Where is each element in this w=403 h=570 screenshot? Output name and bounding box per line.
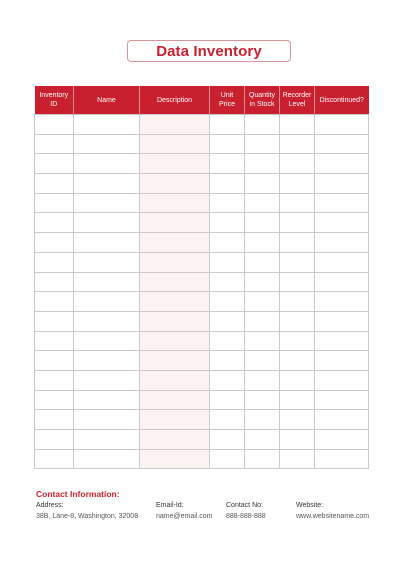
table-cell[interactable] (140, 193, 210, 213)
table-cell[interactable] (74, 430, 140, 450)
header-label: Description (156, 96, 192, 104)
table-cell[interactable] (140, 252, 210, 272)
table-cell[interactable] (245, 174, 280, 194)
table-cell[interactable] (245, 311, 280, 331)
inventory-table (34, 86, 369, 469)
table-cell[interactable] (140, 292, 210, 312)
website-block (296, 502, 369, 520)
table-row (35, 351, 369, 371)
table-cell[interactable] (140, 311, 210, 331)
table-row (35, 272, 369, 292)
website-value: www.websitename.com (296, 513, 370, 520)
table-cell[interactable] (315, 351, 369, 371)
title-box (127, 40, 291, 62)
table-cell[interactable] (315, 292, 369, 312)
table-cell[interactable] (140, 370, 210, 390)
table-cell[interactable] (210, 292, 245, 312)
table-cell[interactable] (74, 311, 140, 331)
table-cell[interactable] (315, 410, 369, 430)
table-cell[interactable] (315, 370, 369, 390)
table-row (35, 370, 369, 390)
table-cell[interactable] (280, 252, 315, 272)
table-cell[interactable] (140, 390, 210, 410)
email-block (156, 502, 213, 520)
table-cell[interactable] (35, 430, 74, 450)
table-cell[interactable] (74, 390, 140, 410)
table-cell[interactable] (140, 272, 210, 292)
table-cell[interactable] (210, 193, 245, 213)
table-row (35, 449, 369, 469)
table-cell[interactable] (35, 213, 74, 233)
table-cell[interactable] (245, 115, 280, 135)
table-cell[interactable] (140, 213, 210, 233)
page-title: Data Inventory (156, 42, 262, 60)
table-cell[interactable] (210, 351, 245, 371)
table-cell[interactable] (74, 154, 140, 174)
table-cell[interactable] (315, 154, 369, 174)
email-value: name@email.com (156, 513, 213, 520)
address-value: 38B, Lane-8, Washington, 32008 (36, 513, 139, 520)
table-cell[interactable] (35, 174, 74, 194)
table-cell[interactable] (74, 213, 140, 233)
table-cell[interactable] (35, 410, 74, 430)
table-cell[interactable] (280, 134, 315, 154)
header-unit-price (210, 86, 245, 115)
phone-block (226, 502, 266, 520)
table-cell[interactable] (140, 449, 210, 469)
table-cell[interactable] (245, 233, 280, 253)
table-cell[interactable] (315, 115, 369, 135)
table-cell[interactable] (245, 410, 280, 430)
table-cell[interactable] (210, 331, 245, 351)
table-cell[interactable] (315, 272, 369, 292)
table-cell[interactable] (315, 213, 369, 233)
header-label: Unit Price (219, 92, 235, 108)
table-cell[interactable] (210, 233, 245, 253)
table-row (35, 213, 369, 233)
table-row (35, 311, 369, 331)
table-row (35, 331, 369, 351)
header-name (74, 86, 140, 115)
table-cell[interactable] (140, 331, 210, 351)
table-cell[interactable] (74, 370, 140, 390)
address-label: Address: (36, 502, 64, 509)
table-cell[interactable] (140, 410, 210, 430)
table-cell[interactable] (315, 134, 369, 154)
table-row (35, 193, 369, 213)
table-cell[interactable] (245, 134, 280, 154)
table-cell[interactable] (74, 233, 140, 253)
table-row (35, 233, 369, 253)
header-label: Name (97, 96, 116, 104)
table-cell[interactable] (280, 370, 315, 390)
table-row (35, 154, 369, 174)
table-cell[interactable] (210, 134, 245, 154)
table-cell[interactable] (210, 252, 245, 272)
table-cell[interactable] (245, 331, 280, 351)
table-cell[interactable] (35, 390, 74, 410)
table-cell[interactable] (35, 193, 74, 213)
table-cell[interactable] (140, 351, 210, 371)
table-cell[interactable] (245, 351, 280, 371)
contact-title: Contact Information: (36, 489, 120, 499)
table-row (35, 115, 369, 135)
table-cell[interactable] (74, 193, 140, 213)
table-body (35, 115, 369, 469)
table-cell[interactable] (245, 154, 280, 174)
table-cell[interactable] (315, 193, 369, 213)
table-cell[interactable] (315, 430, 369, 450)
table-cell[interactable] (210, 272, 245, 292)
table-cell[interactable] (210, 390, 245, 410)
table-cell[interactable] (245, 390, 280, 410)
table-row (35, 252, 369, 272)
table-cell[interactable] (315, 311, 369, 331)
table-cell[interactable] (245, 292, 280, 312)
header-label: Quantity in Stock (248, 92, 276, 108)
header-description (140, 86, 210, 115)
table-cell[interactable] (315, 174, 369, 194)
table-cell[interactable] (140, 430, 210, 450)
table-cell[interactable] (280, 410, 315, 430)
table-cell[interactable] (35, 115, 74, 135)
table-cell[interactable] (140, 233, 210, 253)
table-row (35, 430, 369, 450)
table-cell[interactable] (74, 115, 140, 135)
header-label: Discontinued? (319, 96, 364, 104)
table-cell[interactable] (35, 351, 74, 371)
table-cell[interactable] (74, 134, 140, 154)
table-cell[interactable] (280, 115, 315, 135)
table-cell[interactable] (74, 351, 140, 371)
table-cell[interactable] (74, 174, 140, 194)
table-cell[interactable] (140, 115, 210, 135)
table-cell[interactable] (280, 272, 315, 292)
table-cell[interactable] (280, 331, 315, 351)
table-cell[interactable] (74, 292, 140, 312)
table-row (35, 292, 369, 312)
table-cell[interactable] (280, 430, 315, 450)
table-cell[interactable] (280, 213, 315, 233)
header-label: Recorder Level (282, 92, 312, 108)
table-cell[interactable] (280, 449, 315, 469)
table-cell[interactable] (245, 272, 280, 292)
phone-value: 888-888-888 (226, 513, 266, 520)
table-cell[interactable] (210, 213, 245, 233)
table-row (35, 410, 369, 430)
table-cell[interactable] (280, 292, 315, 312)
table-cell[interactable] (210, 311, 245, 331)
header-discontinued (315, 86, 369, 115)
table-cell[interactable] (74, 272, 140, 292)
table-cell[interactable] (245, 430, 280, 450)
header-quantity-in-stock (245, 86, 280, 115)
header-inventory-id (35, 86, 74, 115)
table-cell[interactable] (140, 134, 210, 154)
table-cell[interactable] (210, 370, 245, 390)
phone-label: Contact No: (226, 502, 263, 509)
table-cell[interactable] (35, 154, 74, 174)
table-cell[interactable] (74, 410, 140, 430)
table-cell[interactable] (210, 115, 245, 135)
table-cell[interactable] (245, 449, 280, 469)
table-cell[interactable] (35, 331, 74, 351)
table-cell[interactable] (280, 233, 315, 253)
table-cell[interactable] (35, 449, 74, 469)
website-label: Website: (296, 502, 324, 509)
table-cell[interactable] (35, 292, 74, 312)
table-cell[interactable] (280, 193, 315, 213)
table-row (35, 390, 369, 410)
table-cell[interactable] (315, 390, 369, 410)
table-row (35, 134, 369, 154)
table-cell[interactable] (280, 154, 315, 174)
table-cell[interactable] (245, 370, 280, 390)
address-block (36, 502, 138, 520)
table-cell[interactable] (315, 331, 369, 351)
table-cell[interactable] (245, 193, 280, 213)
table-cell[interactable] (35, 134, 74, 154)
table-cell[interactable] (74, 252, 140, 272)
table-cell[interactable] (245, 213, 280, 233)
table-row (35, 174, 369, 194)
table-cell[interactable] (210, 154, 245, 174)
table-cell[interactable] (74, 331, 140, 351)
table-cell[interactable] (35, 311, 74, 331)
table-cell[interactable] (315, 233, 369, 253)
table-cell[interactable] (280, 174, 315, 194)
table-cell[interactable] (35, 272, 74, 292)
header-recorder-level (280, 86, 315, 115)
table-cell[interactable] (35, 252, 74, 272)
header-label: Inventory ID (39, 92, 69, 108)
table-cell[interactable] (280, 311, 315, 331)
table-cell[interactable] (315, 252, 369, 272)
table-cell[interactable] (140, 174, 210, 194)
table-cell[interactable] (35, 233, 74, 253)
table-cell[interactable] (210, 449, 245, 469)
table-header-row (35, 86, 369, 115)
email-label: Email-Id: (156, 502, 184, 509)
table-cell[interactable] (140, 154, 210, 174)
table-cell[interactable] (280, 390, 315, 410)
table-cell[interactable] (35, 370, 74, 390)
table-cell[interactable] (210, 430, 245, 450)
table-cell[interactable] (74, 449, 140, 469)
table-cell[interactable] (210, 410, 245, 430)
table-cell[interactable] (280, 351, 315, 371)
table-cell[interactable] (245, 252, 280, 272)
table-cell[interactable] (315, 449, 369, 469)
table-cell[interactable] (210, 174, 245, 194)
